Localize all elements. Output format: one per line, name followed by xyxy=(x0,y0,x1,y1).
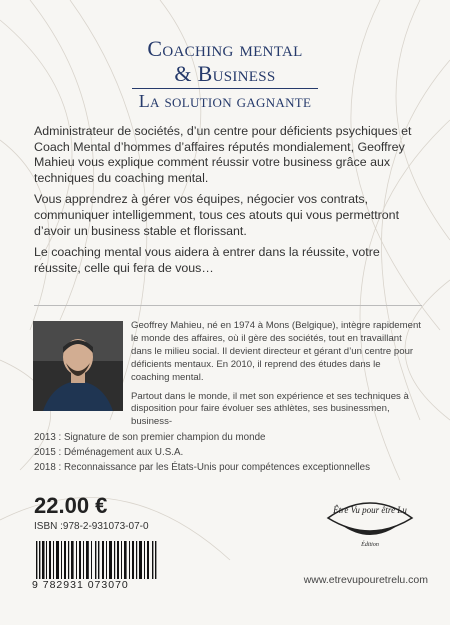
bio-paragraph: Partout dans le monde, il met son expérience et ses techniques à disposition pour faire évoluer ses athlètes, ses businessmen, business- xyxy=(131,390,409,428)
timeline-item: 2015 : Déménagement aux U.S.A. xyxy=(34,447,184,458)
intro-paragraph: Le coaching mental vous aidera à entrer dans la réussite, votre réussite, celle qui fera de vous… xyxy=(34,245,380,275)
intro-paragraph: Vous apprendrez à gérer vos équipes, négocier vos contrats, communiquer intelligemment, tous ces atouts qui vous permettront d’avoir un business stable et florissant. xyxy=(34,192,400,238)
book-title-block xyxy=(0,36,450,111)
intro-text xyxy=(34,124,422,282)
intro-paragraph: Administrateur de sociétés, d’un centre pour déficients psychiques et Coach Mental d’hommes d’affaires réputés mondialement, Geoffrey Mahieu vous explique comment réussir votre business grâce aux techniques du coaching mental. xyxy=(34,124,412,185)
book-title-line-2: & Business xyxy=(174,61,276,86)
author-bio xyxy=(131,320,421,435)
book-title-line-1: Coaching mental xyxy=(147,36,303,61)
price: 22.00 € xyxy=(34,493,108,518)
publisher-logo-sub: Édition xyxy=(361,542,379,548)
publisher-logo-text: Être Vu pour être Lu xyxy=(333,505,407,515)
timeline-item: 2018 : Reconnaissance par les États-Unis pour compétences exceptionnelles xyxy=(34,462,371,473)
barcode-digits: 9 782931 073070 xyxy=(30,579,170,591)
book-subtitle: La solution gagnante xyxy=(138,91,312,111)
section-divider xyxy=(34,305,422,306)
title-rule xyxy=(132,88,318,89)
timeline-item: 2013 : Signature de son premier champion du monde xyxy=(34,432,266,443)
isbn: ISBN :978-2-931073-07-0 xyxy=(34,521,149,532)
bio-paragraph: Geoffrey Mahieu, né en 1974 à Mons (Belgique), intègre rapidement le monde des affaires, où il gère des sociétés, tout en travaillant dans le milieu social. Il devient directeur et gérant d’un centre pour déficients mentaux. En 2010, il reprend des études dans le coaching mental. xyxy=(131,320,421,383)
author-timeline xyxy=(34,430,434,475)
publisher-logo xyxy=(320,488,420,550)
author-photo xyxy=(33,321,123,411)
publisher-website-link[interactable]: www.etrevupouretrelu.com xyxy=(303,574,428,586)
